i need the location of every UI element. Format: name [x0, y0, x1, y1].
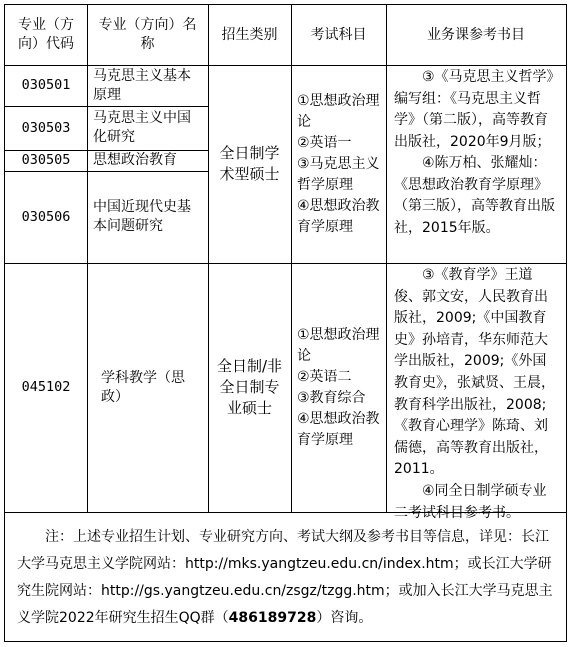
section2-books: [386, 263, 566, 521]
section2-subjects: [291, 263, 386, 512]
subject-item: ②英语一: [297, 134, 352, 151]
section1-books: [386, 65, 566, 263]
admissions-table: [4, 4, 567, 642]
footnote-text-main: 注：上述专业招生计划、专业研究方向、考试大纲及参考书目等信息，详见：长江大学马克思主义学院网站：http://mks.yangtzeu.edu.cn/index.htm；或长江大学研究生院网站：http://gs.yangtzeu.edu.cn/zsgz/tzgg.htm；或加入长江大学马克思主义学院2022年研究生招生QQ群（: [17, 529, 553, 626]
section2-type: 全日制/非全日制专业硕士: [216, 357, 283, 417]
section1-subjects: [291, 65, 386, 263]
header-subjects: 考试科目: [310, 26, 367, 43]
header-type: 招生类别: [221, 26, 278, 43]
row-name: 马克思主义中国化研究: [93, 110, 191, 145]
subject-item: ①思想政治理论: [297, 92, 380, 130]
section1-type: 全日制学术型硕士: [219, 144, 280, 183]
subject-item: ②英语二: [297, 368, 352, 385]
row-name: 马克思主义基本原理: [93, 67, 191, 103]
footnote: [5, 512, 566, 641]
row-name: 思想政治教育: [93, 152, 177, 168]
row-code: 030506: [21, 208, 71, 225]
row-name: 中国近现代史基本问题研究: [93, 199, 191, 234]
header-books: 业务课参考书目: [427, 26, 525, 43]
book-entry: ④陈万柏、张耀灿：《思想政治教育学原理》（第三版），高等教育出版社，2015年版。: [394, 155, 555, 236]
subject-item: ①思想政治理论: [297, 326, 380, 364]
book-entry: ③《马克思主义哲学》编写组：《马克思主义哲学》（第二版），高等教育出版社，2020年9月版；: [394, 69, 554, 150]
header-code: 专业（方向）代码: [18, 17, 74, 52]
row-code: 045102: [21, 379, 71, 395]
subject-item: ④思想政治教育学原理: [297, 197, 380, 235]
subject-item: ③教育综合: [297, 389, 366, 406]
book-entry: ③《教育学》王道俊、郭文安，人民教育出版社，2009;《中国教育史》孙培青，华东师范大学出版社，2009;《外国教育史》，张斌贤、王晨，教育科学出版社，2008;《教育心理学》陈琦、刘儒德，高等教育出版社，2011。: [394, 267, 555, 478]
subject-item: ③马克思主义哲学原理: [297, 155, 380, 193]
footnote-text: [17, 524, 556, 632]
subject-item: ④思想政治教育学原理: [297, 410, 380, 448]
row-code: 030505: [21, 152, 71, 168]
qq-group-number: 486189728: [228, 610, 317, 626]
header-name: 专业（方向）名称: [98, 17, 197, 52]
footnote-text-end: ）咨询。: [316, 610, 373, 626]
row-name: 学科教学（思政）: [101, 369, 185, 405]
row-code: 030503: [21, 119, 71, 136]
book-entry: ④同全日制学硕专业二考试科目参考书。: [394, 482, 547, 521]
row-code: 030501: [21, 77, 71, 93]
